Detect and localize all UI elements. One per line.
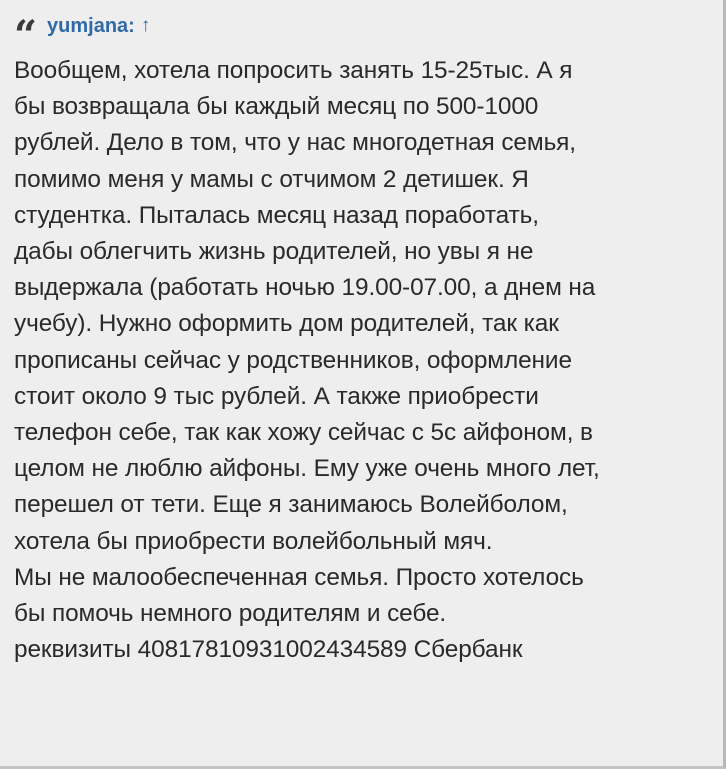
quote-line: дабы облегчить жизнь родителей, но увы я не [14,238,534,266]
quote-line: бы возвращала бы каждый месяц по 500-1000 [14,93,539,121]
quote-line: Вообщем, хотела попросить занять 15-25тыс. А я [14,57,573,84]
quote-author-link[interactable]: yumjana [47,14,129,37]
jump-to-post-icon[interactable]: ↑ [140,15,151,36]
quote-line: помимо меня у мамы с отчимом 2 детишек. Я [14,165,529,193]
author-colon: : [128,14,135,37]
quote-mark-icon: “ [14,16,38,44]
quote-line: целом не люблю айфоны. Ему уже очень много лет, [14,455,600,483]
quote-line: реквизиты 4081781093100243458​9 Сбербанк [14,636,523,664]
quote-line: Мы не малообеспеченная семья. Просто хотелось [14,563,584,591]
quote-line: студентка. Пыталась месяц назад поработать, [14,201,539,229]
quote-line: бы помочь немного родителям и себе. [14,600,447,628]
quote-line: телефон себе, так как хожу сейчас с 5с айфоном, в [14,419,593,447]
quote-line: перешел от тети. Еще я занимаюсь Волейболом, [14,491,568,519]
quote-line: хотела бы приобрести волейбольный мяч. [14,527,493,555]
quote-body [14,53,712,668]
quote-line: выдержала (работать ночью 19.00-07.00, а днем на [14,274,596,302]
quote-line: прописаны сейчас у родственников, оформление [14,346,572,374]
quote-line: стоит около 9 тыс рублей. А также приобрести [14,382,539,410]
quote-header [14,10,150,42]
quote-line: рублей. Дело в том, что у нас многодетная семья, [14,129,576,157]
quote-line: учебу). Нужно оформить дом родителей, так как [14,310,559,338]
